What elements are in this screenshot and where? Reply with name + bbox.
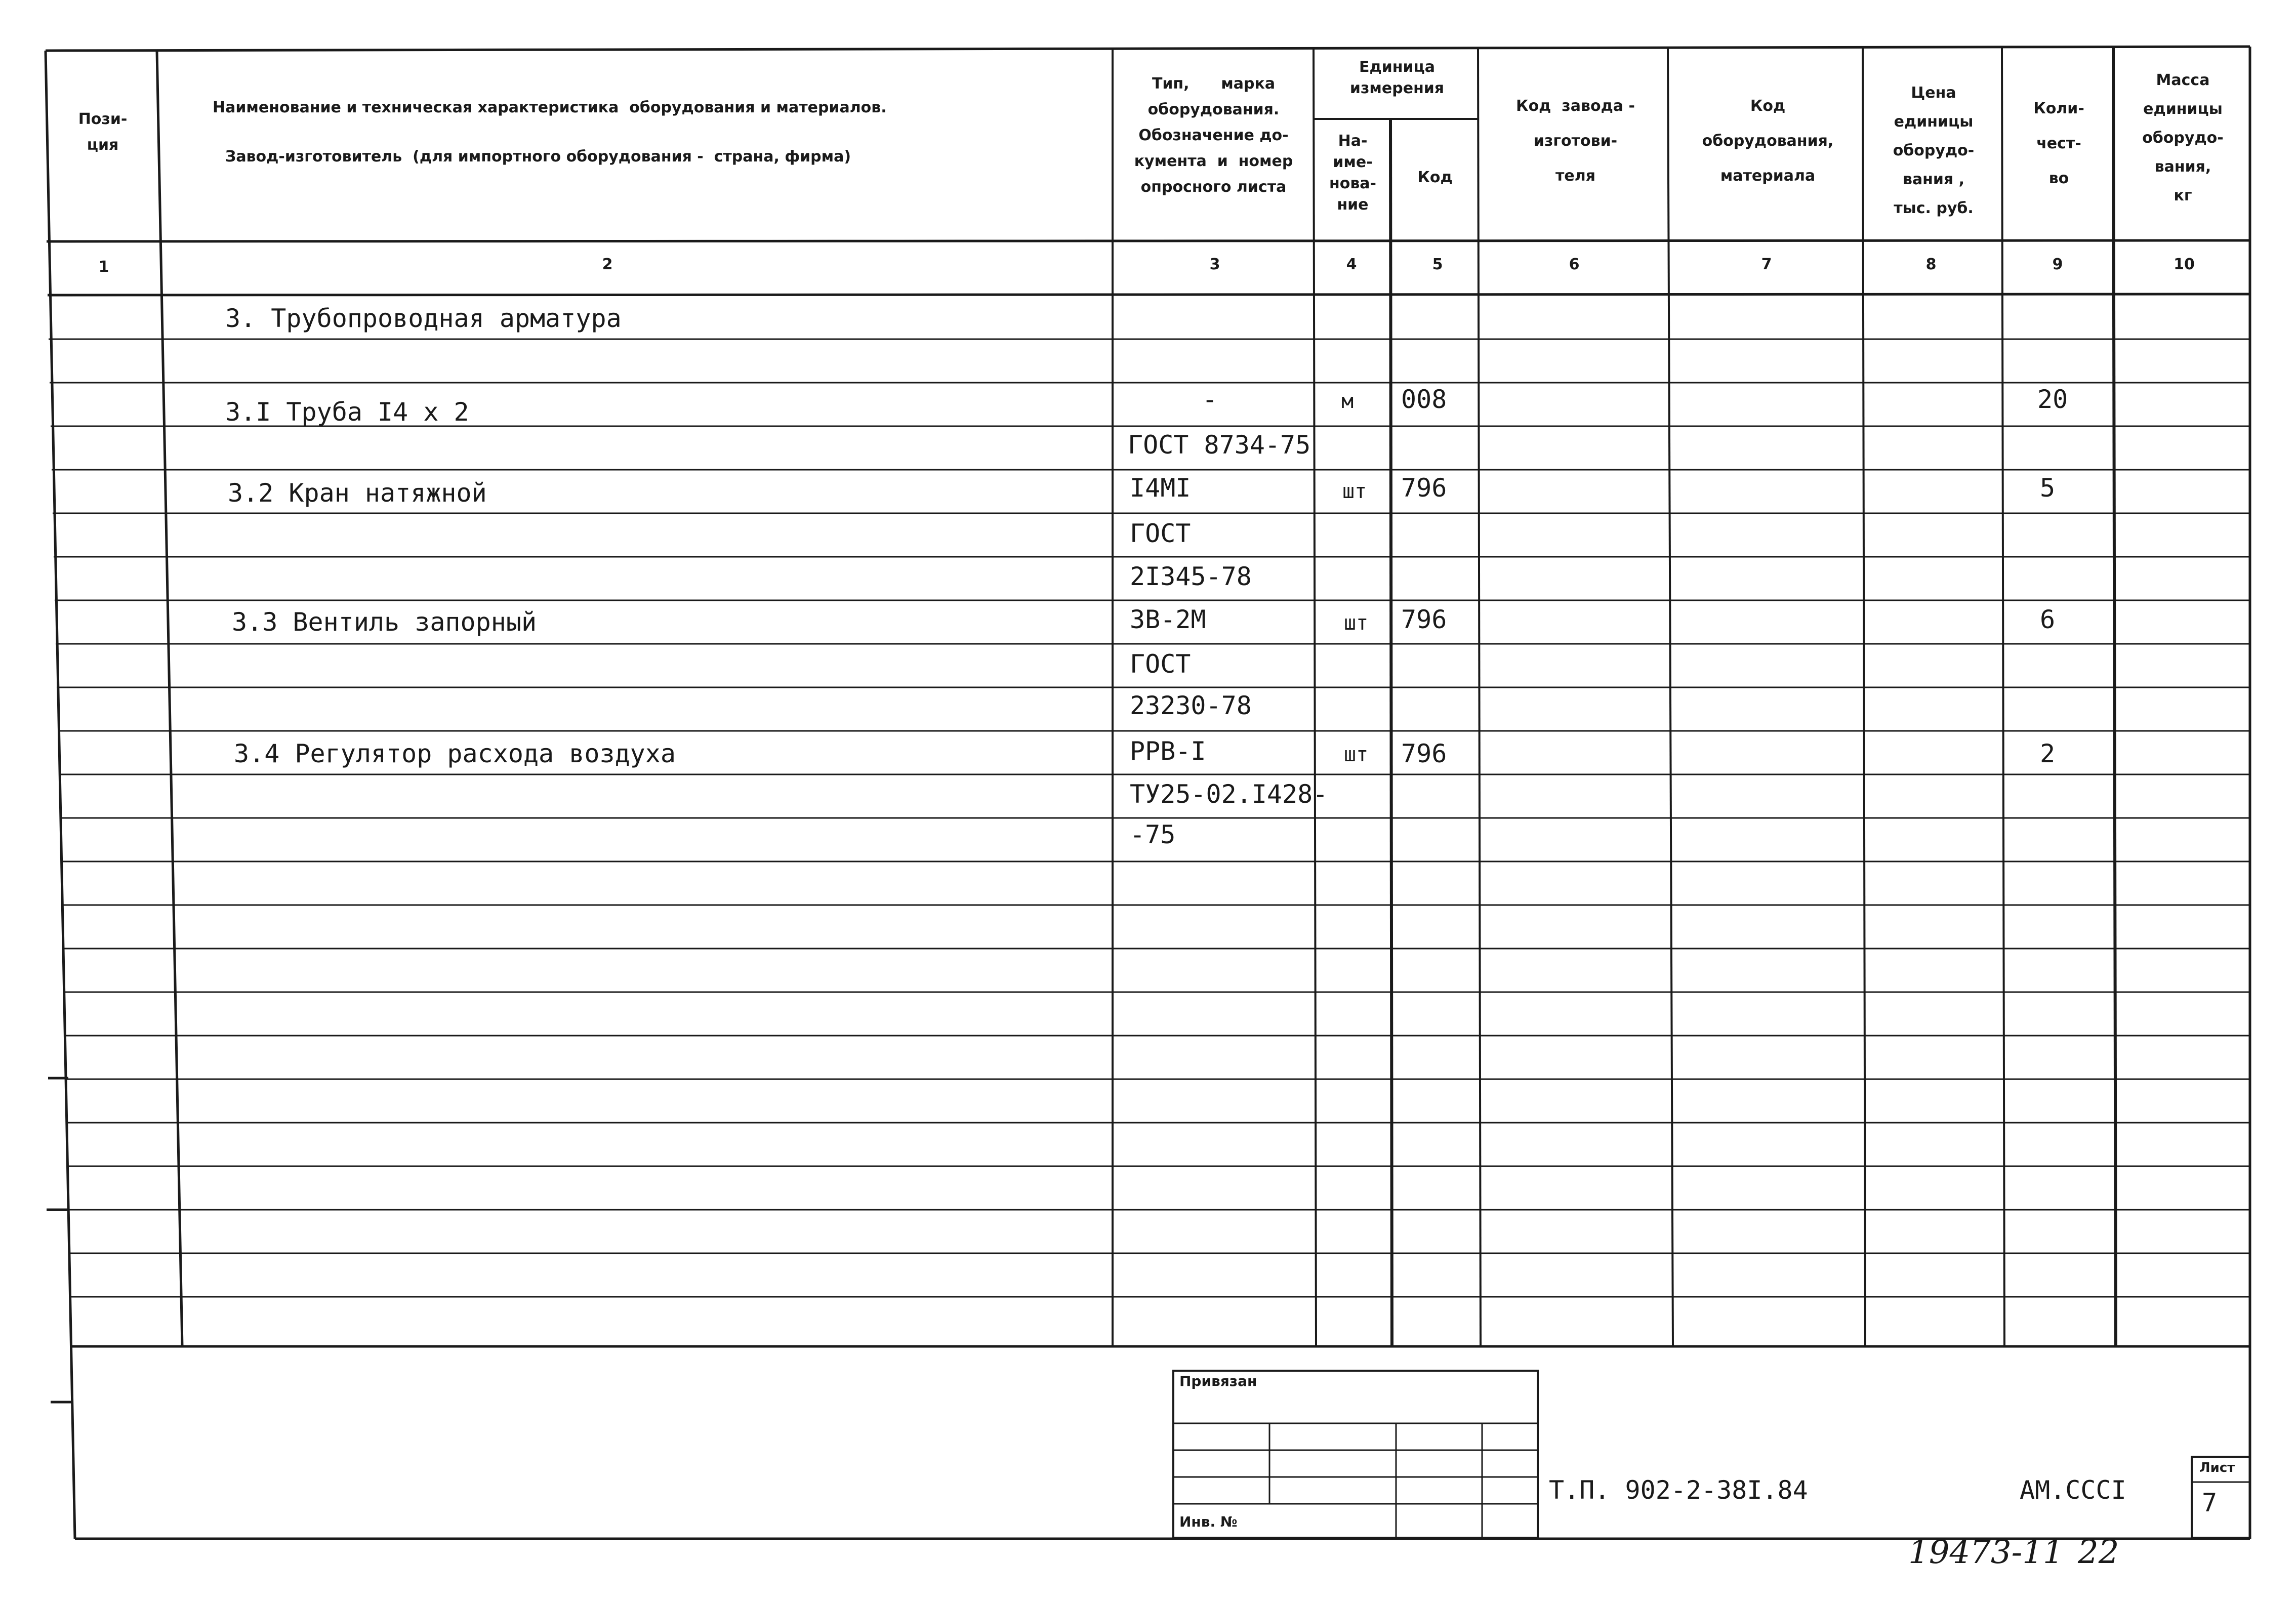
row-type: -75 (1130, 820, 1176, 849)
row-quantity: 6 (2040, 605, 2056, 634)
row-type: - (1202, 385, 1218, 414)
header-factory-code: Код завода - изготови- теля (1516, 97, 1635, 185)
header-name-line1: Наименование и техническая характеристика оборудования и материалов. (213, 99, 887, 116)
row-unit-code: 796 (1401, 605, 1447, 634)
handwritten-archive-number: 19473-11 (1908, 1534, 2064, 1571)
row-unit: шт (1344, 611, 1369, 635)
column-number: 7 (1761, 256, 1772, 273)
header-type: Тип, марка оборудования. Обозначение до- кумента и номер опросного листа (1134, 75, 1293, 196)
row-unit-code: 796 (1401, 473, 1447, 503)
row-unit: шт (1344, 743, 1369, 766)
header-quantity: Коли- чест- во (2033, 100, 2084, 187)
column-number: 1 (98, 258, 109, 276)
row-name: 3.3 Вентиль запорный (232, 607, 537, 637)
column-number: 8 (1925, 256, 1937, 273)
column-number: 5 (1432, 256, 1443, 273)
row-name: 3.I Труба I4 x 2 (225, 397, 469, 427)
document-code: АМ.СССI (2020, 1475, 2126, 1505)
header-unit-code: Код (1417, 169, 1453, 186)
row-name: 3.2 Кран натяжной (228, 478, 487, 508)
row-type: 23230-78 (1130, 691, 1252, 720)
stamp-inventory-label: Инв. № (1179, 1513, 1238, 1530)
row-type: ГОСТ (1130, 649, 1191, 679)
row-type: 2I345-78 (1130, 562, 1252, 591)
project-number: Т.П. 902-2-38I.84 (1549, 1475, 1808, 1505)
handwritten-page-number: 22 (2078, 1534, 2119, 1571)
header-unit-group: Единица измерения (1349, 58, 1445, 97)
row-unit-code: 008 (1401, 385, 1447, 414)
row-unit: м (1341, 390, 1354, 413)
row-quantity: 20 (2037, 385, 2068, 414)
row-name: 3. Трубопроводная арматура (225, 304, 622, 333)
stamp-bound-label: Привязан (1179, 1373, 1257, 1389)
row-quantity: 5 (2040, 473, 2056, 503)
row-quantity: 2 (2040, 739, 2056, 768)
row-name: 3.4 Регулятор расхода воздуха (234, 739, 676, 768)
column-number: 9 (2052, 256, 2063, 273)
row-type: ТУ25-02.I428- (1130, 779, 1328, 809)
header-position: Пози- ция (78, 110, 128, 154)
header-equipment-code: Код оборудования, материала (1702, 97, 1834, 185)
header-name-line2: Завод-изготовитель (для импортного оборудования - страна, фирма) (225, 148, 851, 166)
column-number: 10 (2174, 256, 2195, 273)
row-type: I4MI (1130, 473, 1191, 503)
row-unit-code: 796 (1401, 739, 1447, 768)
row-type: ГОСТ (1130, 519, 1191, 548)
column-number: 6 (1569, 256, 1580, 273)
header-mass: Масса единицы оборудо- вания, кг (2142, 71, 2224, 204)
row-type: ГОСТ 8734-75 (1128, 430, 1311, 460)
row-unit: шт (1342, 480, 1367, 503)
sheet-label: Лист (2199, 1460, 2235, 1475)
column-number: 3 (1209, 256, 1220, 273)
header-price: Цена единицы оборудо- вания , тыс. руб. (1893, 84, 1975, 217)
column-number: 2 (602, 256, 613, 273)
row-type: 3В-2М (1130, 605, 1206, 634)
header-unit-name: На- име- нова- ние (1329, 132, 1377, 214)
row-type: РРВ-I (1130, 736, 1206, 766)
column-number: 4 (1346, 256, 1357, 273)
sheet-number: 7 (2202, 1488, 2218, 1517)
